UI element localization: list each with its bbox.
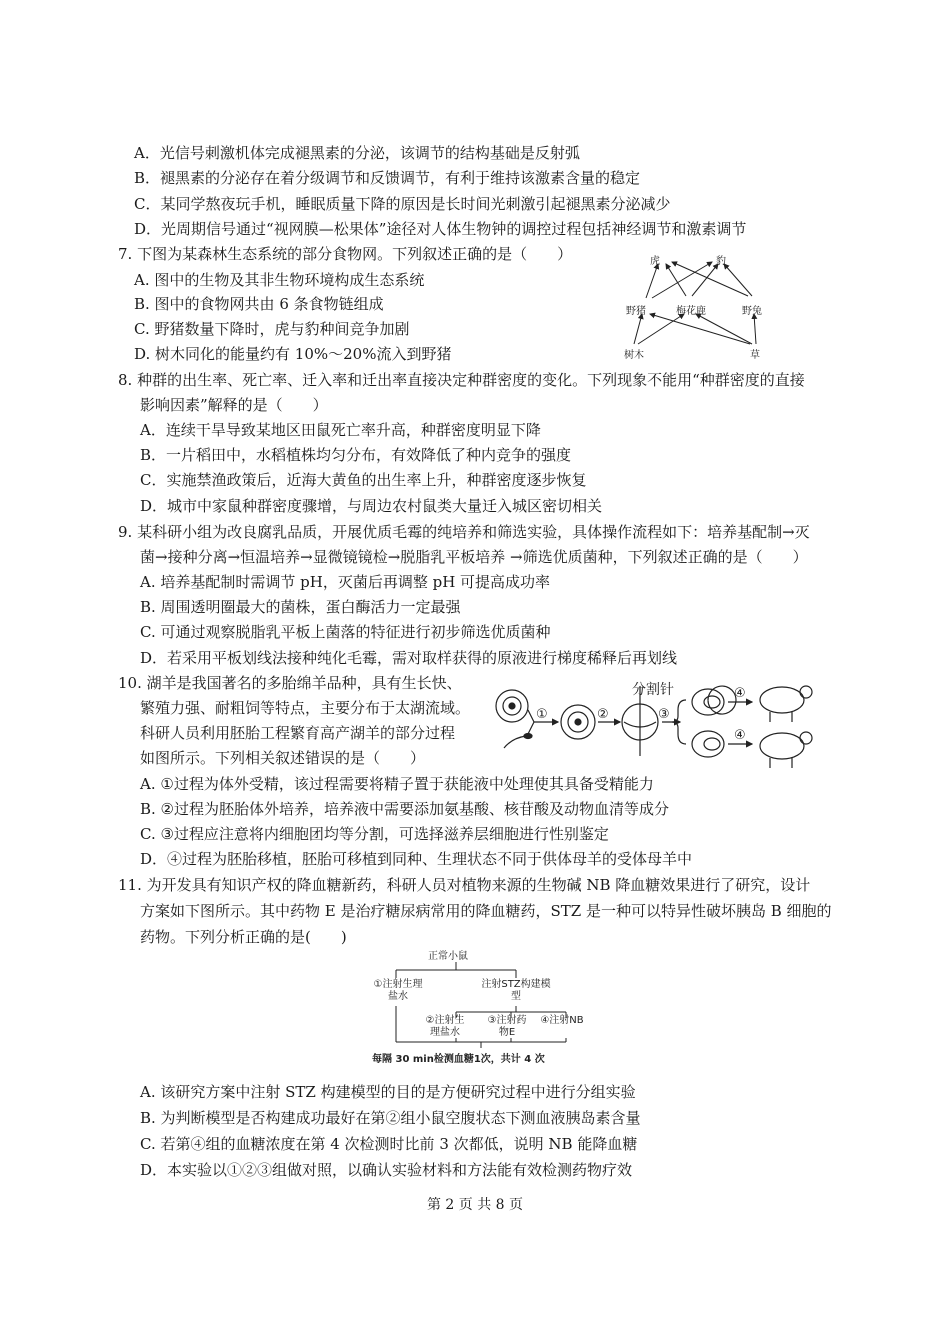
q9-option-c: C. 可通过观察脱脂乳平板上菌落的特征进行初步筛选优质菌种 [140,623,551,641]
q10-stem-line2: 繁殖力强、耐粗饲等特点，主要分布于太湖流域。 [140,699,471,717]
q6-option-c: C．某同学熬夜玩手机，睡眠质量下降的原因是长时间光刺激引起褪黑素分泌减少 [134,195,671,213]
q10-option-b: B. ②过程为胚胎体外培养，培养液中需要添加氨基酸、核苷酸及动物血清等成分 [140,800,670,818]
diagram-group-1: ①注射生理盐水 [373,979,423,1002]
food-web-leopard: 豹 [716,256,726,267]
q10-stem-line4: 如图所示。下列相关叙述错误的是（ ） [140,749,426,767]
food-web-tree: 树木 [624,350,644,361]
q7-stem: 7. 下图为某森林生态系统的部分食物网。下列叙述正确的是（ ） [118,245,573,263]
step-1-label: ① [536,707,548,722]
q11-option-a: A. 该研究方案中注射 STZ 构建模型的目的是方便研究过程中进行分组实验 [140,1083,636,1101]
food-web-deer: 梅花鹿 [676,306,706,317]
q6-option-a: A．光信号刺激机体完成褪黑素的分泌，该调节的结构基础是反射弧 [134,144,580,162]
q7-option-a: A. 图中的生物及其非生物环境构成生态系统 [134,271,425,289]
q7-option-d: D. 树木同化的能量约有 10%～20%流入到野猪 [134,345,452,363]
q6-option-d: D．光周期信号通过“视网膜—松果体”途径对人体生物钟的调控过程包括神经调节和激素调节 [134,220,747,238]
q11-option-d: D．本实验以①②③组做对照，以确认实验材料和方法能有效检测药物疗效 [140,1161,633,1179]
q8-stem-line2: 影响因素”解释的是（ ） [140,396,328,414]
step-2-label: ② [597,707,609,722]
diagram-group-2: ②注射生理盐水 [425,1015,465,1038]
q10-stem-line1: 10. 湖羊是我国著名的多胎绵羊品种，具有生长快、 [118,674,462,692]
q11-stem-line1: 11. 为开发具有知识产权的降血糖新药，科研人员对植物来源的生物碱 NB 降血糖效果进行了研究，设计 [118,876,811,894]
step-4b-label: ④ [734,728,746,743]
q9-stem-line1: 9. 某科研小组为改良腐乳品质，开展优质毛霉的纯培养和筛选实验，具体操作流程如下：培养基配制→灭 [118,523,810,541]
experiment-design-diagram [366,948,596,1058]
q9-option-b: B. 周围透明圈最大的菌株，蛋白酶活力一定最强 [140,598,461,616]
q6-option-b: B．褪黑素的分泌存在着分级调节和反馈调节，有利于维持该激素含量的稳定 [134,169,641,187]
step-4a-label: ④ [734,686,746,701]
q11-stem-line2: 方案如下图所示。其中药物 E 是治疗糖尿病常用的降血糖药，STZ 是一种可以特异性破坏胰岛 B 细胞的 [140,902,832,920]
q10-stem-line3: 科研人员利用胚胎工程繁育高产湖羊的部分过程 [140,724,456,742]
q11-stem-line3: 药物。下列分析正确的是( ) [140,928,347,946]
q7-option-c: C. 野猪数量下降时，虎与豹种间竞争加剧 [134,320,410,338]
food-web-rabbit: 野兔 [742,306,762,317]
q9-stem-line2: 菌→接种分离→恒温培养→显微镜镜检→脱脂乳平板培养 →筛选优质菌种，下列叙述正确的是（ ） [140,548,808,566]
q8-option-c: C．实施禁渔政策后，近海大黄鱼的出生率上升，种群密度逐步恢复 [140,471,587,489]
q7-option-b: B. 图中的食物网共由 6 条食物链组成 [134,295,384,313]
step-3-label: ③ [658,707,670,722]
splitting-needle-label: 分割针 [632,682,674,698]
diagram-group-3: ③注射药物E [487,1015,527,1038]
q11-option-c: C. 若第④组的血糖浓度在第 4 次检测时比前 3 次都低，说明 NB 能降血糖 [140,1135,638,1153]
q10-option-d: D．④过程为胚胎移植，胚胎可移植到同种、生理状态不同于供体母羊的受体母羊中 [140,850,693,868]
diagram-normal-mice: 正常小鼠 [428,951,468,962]
q8-stem-line1: 8. 种群的出生率、死亡率、迁入率和迁出率直接决定种群密度的变化。下列现象不能用“种群密度的直接 [118,371,805,389]
q8-option-b: B．一片稻田中，水稻植株均匀分布，有效降低了种内竞争的强度 [140,446,572,464]
q9-option-a: A. 培养基配制时需调节 pH，灭菌后再调整 pH 可提高成功率 [140,573,551,591]
diagram-measure-note: 每隔 30 min检测血糖1次，共计 4 次 [372,1054,545,1065]
q8-option-a: A．连续干旱导致某地区田鼠死亡率升高，种群密度明显下降 [140,421,541,439]
diagram-group-4: ④注射NB [540,1015,584,1026]
q10-option-a: A. ①过程为体外受精，该过程需要将精子置于获能液中处理使其具备受精能力 [140,775,654,793]
food-web-grass: 草 [750,350,760,361]
food-web-boar: 野猪 [626,306,646,317]
food-web-tiger: 虎 [650,256,660,267]
diagram-stz-model: 注射STZ构建模型 [481,979,551,1002]
q11-option-b: B. 为判断模型是否构建成功最好在第②组小鼠空腹状态下测血液胰岛素含量 [140,1109,641,1127]
q9-option-d: D．若采用平板划线法接种纯化毛霉，需对取样获得的原液进行梯度稀释后再划线 [140,649,678,667]
page-number-footer: 第 2 页 共 8 页 [426,1197,524,1213]
q8-option-d: D．城市中家鼠种群密度骤增，与周边农村鼠类大量迁入城区密切相关 [140,497,603,515]
q10-option-c: C. ③过程应注意将内细胞团均等分割，可选择滋养层细胞进行性别鉴定 [140,825,609,843]
